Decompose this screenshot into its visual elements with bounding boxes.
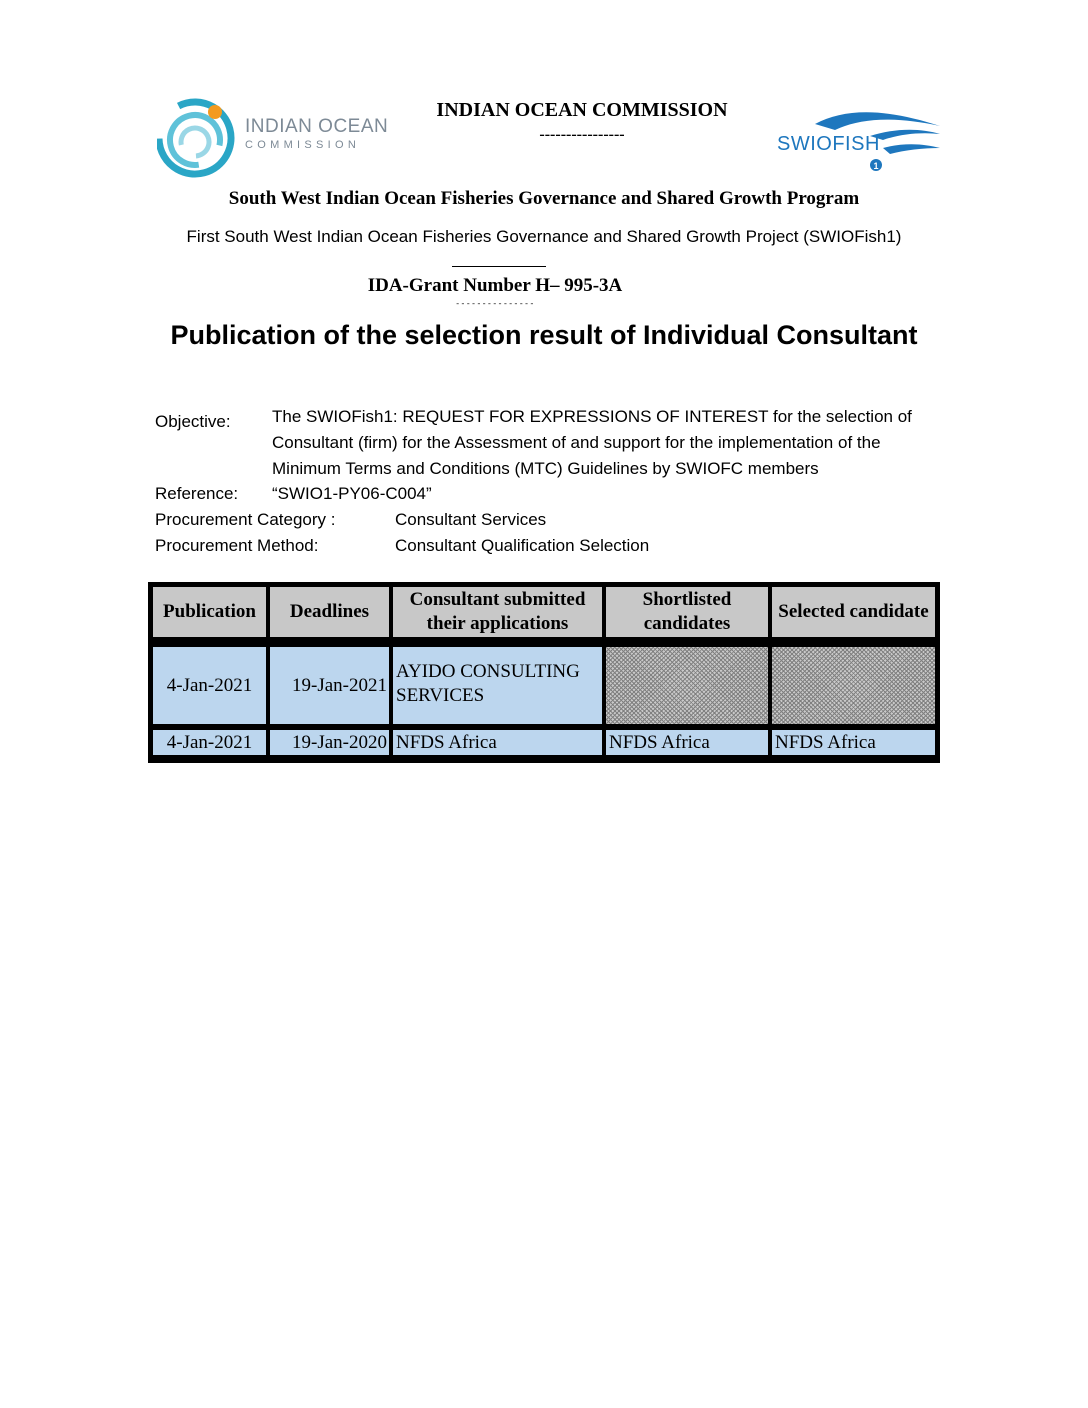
procurement-category-label: Procurement Category : [155, 510, 336, 529]
header-shortlisted: Shortlisted candidates [606, 587, 768, 637]
publication-title: Publication of the selection result of Individual Consultant [170, 320, 918, 350]
grant-number: IDA-Grant Number H– 995-3A [367, 275, 623, 296]
divider-line [452, 266, 546, 267]
project-title: First South West Indian Ocean Fisheries Governance and Shared Growth Project (SWIOFish1) [186, 227, 902, 246]
grant-divider: --------------- [455, 300, 535, 309]
row2-publication: 4-Jan-2021 [153, 730, 266, 755]
row1-consultant: AYIDO CONSULTING SERVICES [393, 647, 602, 724]
row1-deadline: 19-Jan-2021 [270, 647, 389, 724]
row2-selected: NFDS Africa [772, 730, 935, 755]
reference-value: “SWIO1-PY06-C004” [272, 484, 432, 503]
row2-shortlisted: NFDS Africa [606, 730, 768, 755]
procurement-method-label: Procurement Method: [155, 536, 319, 555]
header-consultant-submitted: Consultant submitted their applications [393, 587, 602, 637]
header-deadlines: Deadlines [270, 587, 389, 637]
row2-consultant: NFDS Africa [393, 730, 602, 755]
procurement-method-value: Consultant Qualification Selection [395, 536, 650, 555]
org-title-divider: ---------------- [539, 126, 625, 143]
ioc-logo-line2: COMMISSION [245, 139, 361, 151]
org-title: INDIAN OCEAN COMMISSION [436, 99, 728, 121]
objective-text: The SWIOFish1: REQUEST FOR EXPRESSIONS OF INTEREST for the selection of Consultant (firm) for the Assessment of and support for the implementation of the Minimum Terms and Conditions (MTC) Guidelines by SWIOFC members [272, 407, 912, 478]
swiofish-badge: 1 [873, 161, 879, 171]
swiofish-wordmark: SWIOFISH [777, 133, 880, 155]
ioc-logo-line1: INDIAN OCEAN [245, 116, 389, 137]
row1-publication: 4-Jan-2021 [153, 647, 266, 724]
procurement-category-value: Consultant Services [395, 510, 547, 529]
reference-label: Reference: [155, 484, 239, 503]
results-table [148, 582, 940, 763]
row1-selected [772, 647, 935, 724]
row1-shortlisted [606, 647, 768, 724]
header-publication: Publication [153, 587, 266, 637]
objective-label: Objective: [155, 412, 231, 431]
row2-deadline: 19-Jan-2020 [270, 730, 389, 755]
header-selected: Selected candidate [772, 587, 935, 637]
program-title: South West Indian Ocean Fisheries Governance and Shared Growth Program [228, 188, 860, 209]
